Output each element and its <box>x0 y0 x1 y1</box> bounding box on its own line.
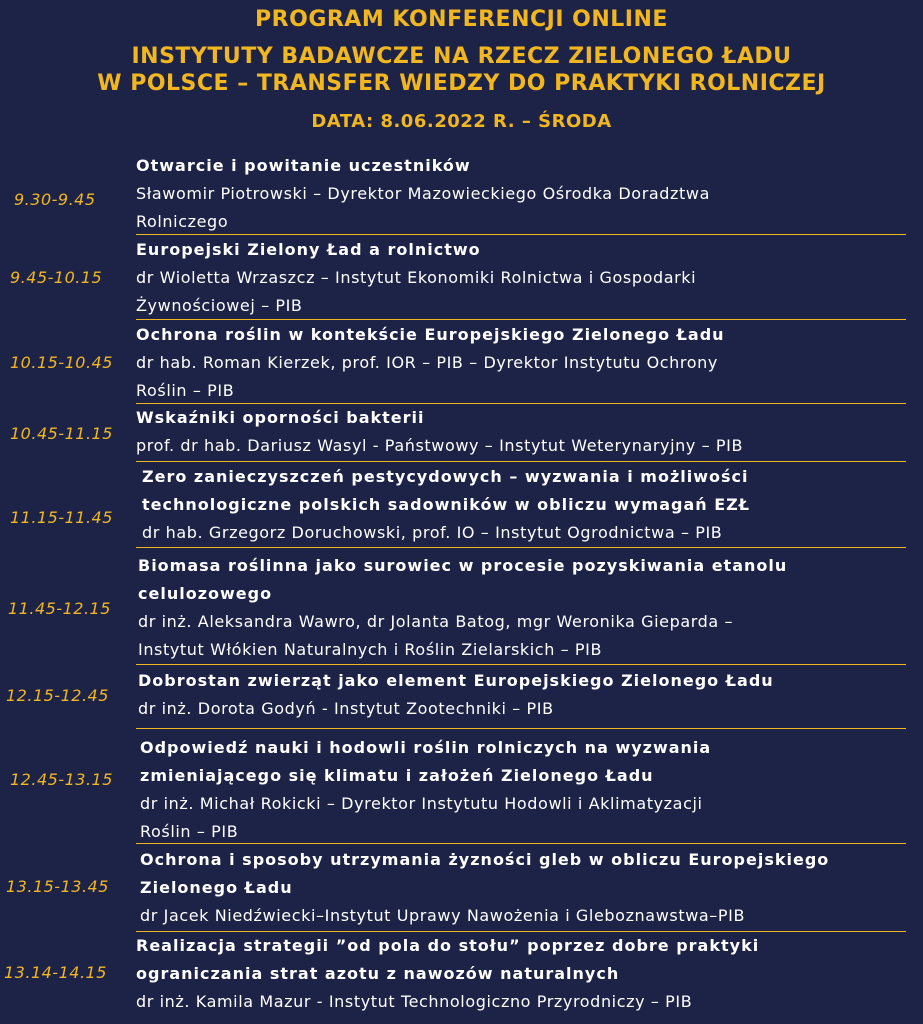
agenda-speaker: Instytut Włókien Naturalnych i Roślin Zielarskich – PIB <box>138 640 603 659</box>
agenda-speaker: Roślin – PIB <box>140 822 239 841</box>
conference-date: DATA: 8.06.2022 R. – ŚRODA <box>311 111 612 132</box>
agenda-content <box>136 236 920 320</box>
agenda-content <box>138 667 922 723</box>
agenda-title: Ochrona roślin w kontekście Europejskiego Zielonego Ładu <box>136 325 725 344</box>
agenda-title: celulozowego <box>138 584 273 603</box>
agenda-title: Realizacja strategii ”od pola do stołu” poprzez dobre praktyki <box>136 936 760 955</box>
agenda-title: zmieniającego się klimatu i założeń Zielonego Ładu <box>140 766 654 785</box>
divider <box>136 319 906 320</box>
agenda-content <box>136 321 920 405</box>
agenda-time: 10.45-11.15 <box>10 424 113 443</box>
page-title: PROGRAM KONFERENCJI ONLINE <box>255 7 668 32</box>
agenda-content <box>142 463 923 547</box>
agenda-title: technologiczne polskich sadowników w obliczu wymagań EZŁ <box>142 495 750 514</box>
agenda-title: Biomasa roślinna jako surowiec w procesie pozyskiwania etanolu <box>138 556 788 575</box>
divider <box>136 843 906 844</box>
agenda-content <box>140 846 923 930</box>
agenda-content <box>140 734 923 846</box>
divider <box>136 728 906 729</box>
agenda-content <box>138 552 922 664</box>
agenda-title: Europejski Zielony Ład a rolnictwo <box>136 240 481 259</box>
divider <box>136 234 906 235</box>
agenda-title: ograniczania strat azotu z nawozów naturalnych <box>136 964 620 983</box>
agenda-speaker: prof. dr hab. Dariusz Wasyl - Państwowy – Instytut Weterynaryjny – PIB <box>136 436 744 455</box>
conference-subtitle-line1: INSTYTUTY BADAWCZE NA RZECZ ZIELONEGO ŁADU <box>131 44 792 69</box>
agenda-speaker: dr inż. Aleksandra Wawro, dr Jolanta Batog, mgr Weronika Gieparda – <box>138 612 734 631</box>
agenda-speaker: dr hab. Grzegorz Doruchowski, prof. IO – Instytut Ogrodnictwa – PIB <box>142 523 723 542</box>
agenda-speaker: dr hab. Roman Kierzek, prof. IOR – PIB – Dyrektor Instytutu Ochrony <box>136 353 718 372</box>
agenda-speaker: Roślin – PIB <box>136 381 235 400</box>
agenda-title: Zielonego Ładu <box>140 878 293 897</box>
agenda-title: Wskaźniki oporności bakterii <box>136 408 425 427</box>
agenda-title: Ochrona i sposoby utrzymania żyzności gleb w obliczu Europejskiego <box>140 850 830 869</box>
agenda-content <box>136 932 920 1016</box>
conference-subtitle-line2: W POLSCE – TRANSFER WIEDZY DO PRAKTYKI ROLNICZEJ <box>97 71 826 96</box>
agenda-speaker: dr inż. Kamila Mazur - Instytut Technologiczno Przyrodniczy – PIB <box>136 992 693 1011</box>
agenda-speaker: dr inż. Michał Rokicki – Dyrektor Instytutu Hodowli i Aklimatyzacji <box>140 794 703 813</box>
agenda-title: Odpowiedź nauki i hodowli roślin rolniczych na wyzwania <box>140 738 712 757</box>
agenda-title: Zero zanieczyszczeń pestycydowych – wyzwania i możliwości <box>142 467 749 486</box>
agenda-content <box>136 404 920 460</box>
agenda-title: Otwarcie i powitanie uczestników <box>136 156 471 175</box>
divider <box>136 461 906 462</box>
agenda-speaker: Rolniczego <box>136 212 229 231</box>
agenda-time: 13.15-13.45 <box>6 877 109 896</box>
agenda-speaker: dr Wioletta Wrzaszcz – Instytut Ekonomiki Rolnictwa i Gospodarki <box>136 268 697 287</box>
agenda-speaker: Żywnościowej – PIB <box>136 296 303 315</box>
agenda-time: 11.45-12.15 <box>8 599 111 618</box>
agenda-time: 9.45-10.15 <box>10 268 103 287</box>
agenda-speaker: dr Jacek Niedźwiecki–Instytut Uprawy Nawożenia i Gleboznawstwa–PIB <box>140 906 746 925</box>
agenda-time: 12.15-12.45 <box>6 686 109 705</box>
divider <box>136 547 906 548</box>
agenda-speaker: Sławomir Piotrowski – Dyrektor Mazowieckiego Ośrodka Doradztwa <box>136 184 710 203</box>
agenda-time: 11.15-11.45 <box>10 508 113 527</box>
agenda-time: 9.30-9.45 <box>14 190 96 209</box>
divider <box>136 664 906 665</box>
agenda-content <box>136 152 920 236</box>
agenda-time: 12.45-13.15 <box>10 770 113 789</box>
agenda-time: 10.15-10.45 <box>10 353 113 372</box>
agenda-time: 13.14-14.15 <box>4 963 107 982</box>
agenda-title: Dobrostan zwierząt jako element Europejskiego Zielonego Ładu <box>138 671 774 690</box>
agenda-speaker: dr inż. Dorota Godyń - Instytut Zootechniki – PIB <box>138 699 554 718</box>
